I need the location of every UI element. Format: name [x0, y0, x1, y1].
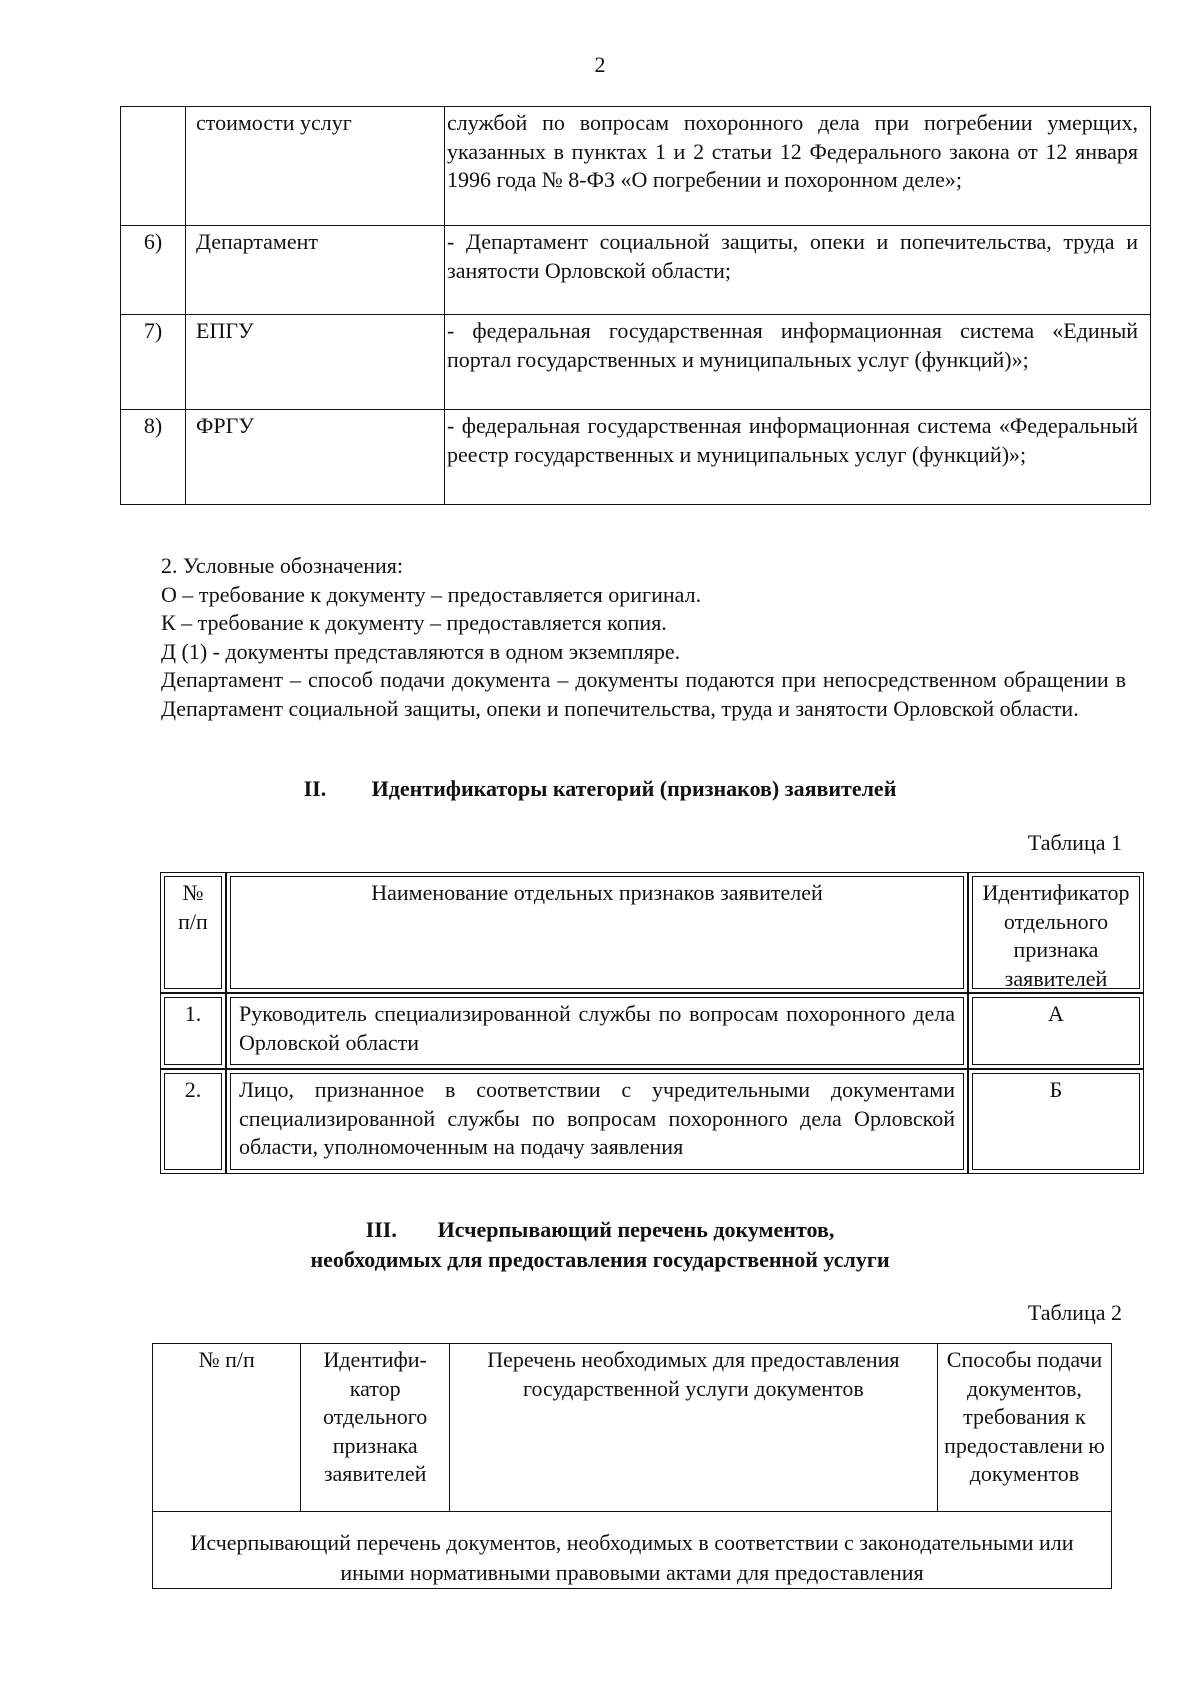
table-row	[226, 993, 968, 1069]
table-row	[226, 1069, 968, 1174]
note-line: Д (1) - документы представляются в одном экземпляре.	[161, 638, 681, 664]
definition-cell: - Департамент социальной защиты, опеки и попечительства, труда и занятости Орловской области;	[445, 226, 1151, 315]
term-cell: стоимости услуг	[186, 107, 445, 226]
row-number: 8)	[121, 410, 186, 505]
row-number: 1.	[164, 997, 222, 1065]
header-cell	[160, 872, 226, 993]
table-2-caption: Таблица 2	[1027, 1300, 1122, 1325]
section-row: Исчерпывающий перечень документов, необходимых в соответствии с законодательными или иными нормативными правовыми актами для предоставления	[153, 1512, 1112, 1589]
term-cell: ЕПГУ	[186, 315, 445, 410]
row-number: 7)	[121, 315, 186, 410]
table-row	[121, 315, 1151, 410]
note-line: К – требование к документу – предоставляется копия.	[161, 610, 667, 635]
term-cell: Департамент	[186, 226, 445, 315]
header-cell: № п/п	[153, 1344, 301, 1512]
table-1-caption: Таблица 1	[1027, 830, 1122, 855]
table-row	[121, 107, 1151, 226]
definition-cell: - федеральная государственная информационная система «Единый портал государственных и муниципальных услуг (функций)»;	[445, 315, 1151, 410]
row-number	[121, 107, 186, 226]
section-2-heading	[0, 776, 1200, 802]
section-title: Идентификаторы категорий (признаков) заявителей	[371, 776, 897, 801]
header-cell: Идентифи-катор отдельного признака заявителей	[301, 1344, 449, 1512]
row-number: 6)	[121, 226, 186, 315]
table-row	[121, 226, 1151, 315]
section-3-heading	[0, 1215, 1200, 1275]
documents-table	[152, 1343, 1112, 1589]
table-row	[121, 410, 1151, 505]
section-title-line: необходимых для предоставления государственной услуги	[310, 1247, 890, 1272]
header-cell: Перечень необходимых для предоставления государственной услуги документов	[449, 1344, 937, 1512]
page-number: 2	[594, 52, 606, 77]
definition-cell: - федеральная государственная информационная система «Федеральный реестр государственных и муниципальных услуг (функций)»;	[445, 410, 1151, 505]
header-cell	[226, 872, 968, 993]
header-cell: Способы подачи документов, требования к предоставлени ю документов	[937, 1344, 1111, 1512]
category-name: Лицо, признанное в соответствии с учредительными документами специализированной службы по вопросам похоронного дела Орловской области, уполномоченным на подачу заявления	[230, 1073, 964, 1170]
table-row	[160, 1069, 226, 1174]
definition-cell: службой по вопросам похоронного дела при погребении умерщих, указанных в пунктах 1 и 2 статьи 12 Федерального закона от 12 января 1996 года № 8-ФЗ «О погребении и похоронном деле»;	[445, 107, 1151, 226]
table-row	[968, 1069, 1144, 1174]
notes-heading: 2. Условные обозначения:	[161, 553, 404, 578]
table-row	[968, 993, 1144, 1069]
section-title: Исчерпывающий перечень документов,	[437, 1217, 835, 1242]
section-number: II.	[303, 776, 327, 801]
term-cell: ФРГУ	[186, 410, 445, 505]
header-name-label: Наименование отдельных признаков заявителей	[230, 876, 964, 989]
table-row	[160, 993, 226, 1069]
category-name: Руководитель специализированной службы по вопросам похоронного дела Орловской области	[230, 997, 964, 1065]
header-num-label: № п/п	[164, 876, 222, 989]
category-id: А	[972, 997, 1140, 1065]
category-id: Б	[972, 1073, 1140, 1170]
section-title-line	[0, 1215, 1200, 1245]
row-number: 2.	[164, 1073, 222, 1170]
header-id-label: Идентификатор отдельного признака заявителей	[972, 876, 1140, 989]
section-number: III.	[365, 1217, 397, 1242]
definitions-table	[120, 106, 1151, 505]
header-row	[153, 1344, 1112, 1512]
legend-notes	[161, 552, 1126, 723]
header-cell	[968, 872, 1144, 993]
table-row	[153, 1512, 1112, 1589]
note-paragraph: Департамент – способ подачи документа – документы подаются при непосредственном обращении в Департамент социальной защиты, опеки и попечительства, труда и занятости Орловской области.	[161, 667, 1126, 721]
note-line: О – требование к документу – предоставляется оригинал.	[161, 581, 702, 607]
